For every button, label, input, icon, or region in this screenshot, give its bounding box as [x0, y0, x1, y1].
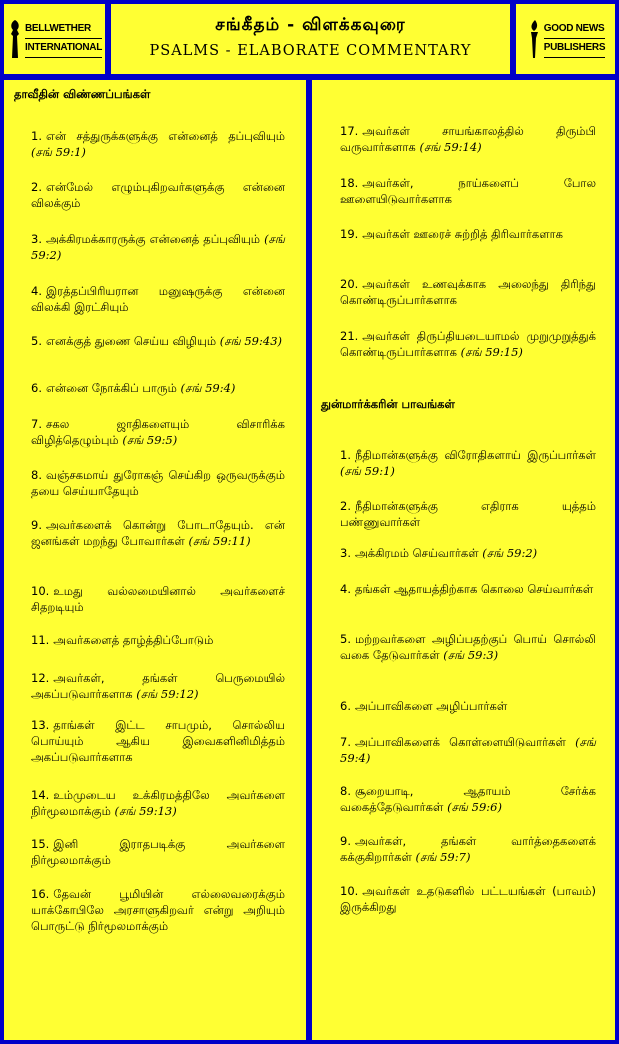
list-item: 8. சூறையாடி, ஆதாயம் சேர்க்க வகைத்தேடுவார்கள் (சங் 59:6)	[340, 784, 596, 814]
list-item: 8. வஞ்சகமாய் துரோகஞ் செய்கிற ஒருவருக்கும் தயை செய்யாதேயும்	[31, 468, 285, 498]
list-item: 10. அவர்கள் உதடுகளில் பட்டயங்கள் (பாவம்) இருக்கிறது	[340, 884, 596, 914]
list-item: 12. அவர்கள், தங்கள் பெருமையில் அகப்படுவார்களாக (சங் 59:12)	[31, 671, 285, 701]
logo-left-line1: BELLWETHER	[25, 20, 102, 39]
section-title-sins-of-wicked: துன்மார்க்கரின் பாவங்கள்	[321, 397, 455, 411]
list-item: 18. அவர்கள், நாய்களைப் போல ஊளையிடுவார்களாக	[340, 176, 596, 206]
list-item: 17. அவர்கள் சாயங்காலத்தில் திரும்பி வருவார்களாக (சங் 59:14)	[340, 124, 596, 154]
list-item: 2. நீதிமான்களுக்கு எதிராக யுத்தம் பண்ணுவார்கள்	[340, 499, 596, 529]
list-item: 9. அவர்களைக் கொன்று போடாதேயும். என் ஜனங்கள் மறந்து போவார்கள் (சங் 59:11)	[31, 518, 285, 548]
good-news-logo	[516, 4, 615, 74]
list-item: 5. மற்றவர்களை அழிப்பதற்குப் பொய் சொல்லி வகை தேடுவார்கள் (சங் 59:3)	[340, 632, 596, 662]
logo-right-line2: PUBLISHERS	[544, 39, 605, 58]
page-subtitle: PSALMS - ELABORATE COMMENTARY	[149, 43, 472, 59]
list-item: 15. இனி இராதபடிக்கு அவர்களை நிர்மூலமாக்கும்	[31, 837, 285, 867]
list-item: 21. அவர்கள் திருப்தியடையாமல் முறுமுறுத்துக் கொண்டிருப்பார்களாக (சங் 59:15)	[340, 329, 596, 359]
list-item: 10. உமது வல்லமையினால் அவர்களைச் சிதறடியும்	[31, 584, 285, 614]
list-item: 14. உம்முடைய உக்கிரமத்திலே அவர்களை நிர்மூலமாக்கும் (சங் 59:13)	[31, 788, 285, 818]
logo-left-line2: INTERNATIONAL	[25, 39, 102, 58]
left-column	[4, 80, 306, 1040]
list-item: 3. அக்கிரமம் செய்வார்கள் (சங் 59:2)	[340, 546, 538, 560]
list-item: 1. என் சத்துருக்களுக்கு என்னைத் தப்புவியும் (சங் 59:1)	[31, 129, 285, 159]
list-item: 4. இரத்தப்பிரியரான மனுஷருக்கு என்னை விலக்கி இரட்சியும்	[31, 284, 285, 314]
list-item: 6. அப்பாவிகளை அழிப்பார்கள்	[340, 699, 508, 713]
right-column	[312, 80, 615, 1040]
page-header	[111, 4, 510, 74]
section-title-davids-prayers: தாவீதின் விண்ணப்பங்கள்	[14, 87, 151, 101]
list-item: 7. சகல ஜாதிகளையும் விசாரிக்க விழித்தெழும்பும் (சங் 59:5)	[31, 417, 285, 447]
list-item: 11. அவர்களைத் தாழ்த்திப்போடும்	[31, 633, 214, 647]
ram-icon	[7, 18, 23, 60]
list-item: 19. அவர்கள் ஊரைச் சுற்றித் திரிவார்களாக	[340, 227, 563, 241]
list-item: 5. எனக்குத் துணை செய்ய விழியும் (சங் 59:43)	[31, 334, 282, 348]
list-item: 1. நீதிமான்களுக்கு விரோதிகளாய் இருப்பார்கள் (சங் 59:1)	[340, 448, 596, 478]
logo-right-line1: GOOD NEWS	[544, 20, 605, 39]
list-item: 2. என்மேல் எழும்புகிறவர்களுக்கு என்னை விலக்கும்	[31, 180, 285, 210]
bellwether-logo	[4, 4, 105, 74]
torch-icon	[526, 18, 542, 60]
list-item: 9. அவர்கள், தங்கள் வார்த்தைகளைக் கக்குகிறார்கள் (சங் 59:7)	[340, 834, 596, 864]
list-item: 16. தேவன் பூமியின் எல்லைவரைக்கும் யாக்கோபிலே அரசாளுகிறவர் என்று அறியும் பொருட்டு நிர்மூலமாக்கும்	[31, 887, 285, 933]
list-item: 3. அக்கிரமக்காரருக்கு என்னைத் தப்புவியும் (சங் 59:2)	[31, 232, 285, 262]
list-item: 7. அப்பாவிகளைக் கொள்ளையிடுவார்கள் (சங் 59:4)	[340, 735, 596, 765]
list-item: 20. அவர்கள் உணவுக்காக அலைந்து திரிந்து கொண்டிருப்பார்களாக	[340, 277, 596, 307]
page-title: சங்கீதம் - விளக்கவுரை	[215, 15, 406, 35]
list-item: 13. தாங்கள் இட்ட சாபமும், சொல்லிய பொய்யும் ஆகிய இவைகளினிமித்தம் அகப்படுவார்களாக	[31, 718, 285, 764]
list-item: 6. என்னை நோக்கிப் பாரும் (சங் 59:4)	[31, 381, 236, 395]
list-item: 4. தங்கள் ஆதாயத்திற்காக கொலை செய்வார்கள்	[340, 582, 594, 596]
